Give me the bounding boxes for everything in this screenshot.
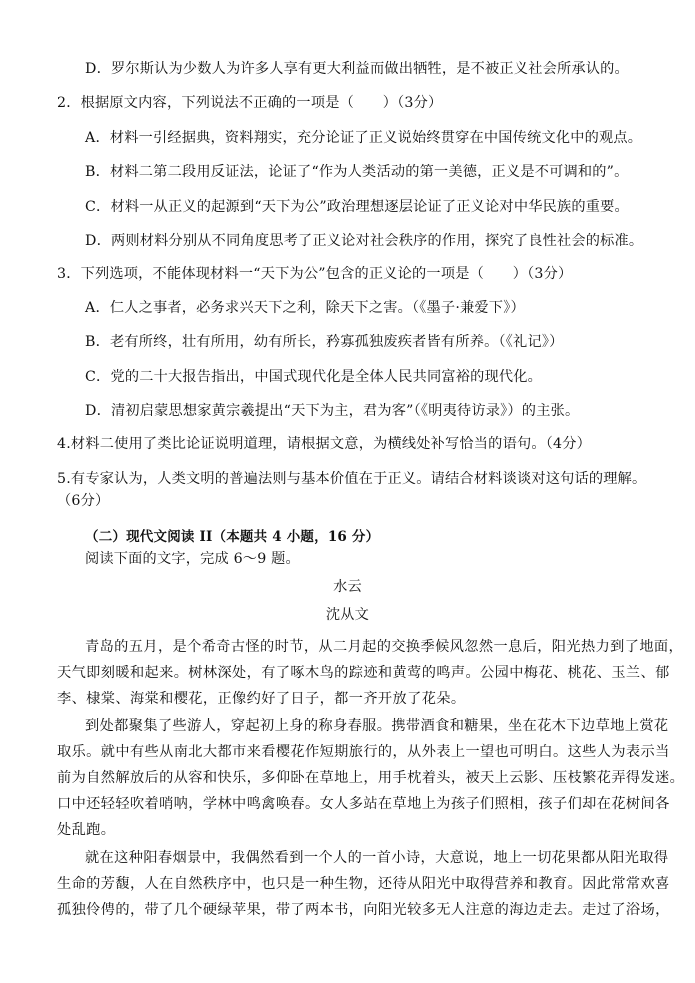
paragraph-line: 孤独伶俜的，带了几个硬绿苹果，带了两本书，向阳光较多无人注意的海边走去。走过了浴场，	[57, 902, 670, 918]
q1-option-d: D．罗尔斯认为少数人为许多人享有更大利益而做出牺牲，是不被正义社会所承认的。	[85, 61, 629, 77]
paragraph-line: 青岛的五月，是个希奇古怪的时节，从二月起的交换季候风忽然一息后，阳光热力到了地面，	[85, 639, 684, 655]
paragraph-line: 就在这种阳春烟景中，我偶然看到一个人的一首小诗，大意说，地上一切花果都从阳光取得	[85, 850, 669, 866]
q3-option-d: D．清初启蒙思想家黄宗羲提出“天下为主，君为客”（《明夷待访录》）的主张。	[85, 403, 580, 419]
paragraph-line: 取乐。就中有些从南北大都市来看樱花作短期旅行的，从外表上一望也可明白。这些人为表示当	[57, 744, 670, 760]
q2-option-c: C．材料一从正义的起源到“天下为公”政治理想逐层论证了正义论对中华民族的重要。	[85, 199, 629, 215]
q5-stem-line2: （6分）	[57, 493, 110, 509]
paragraph-line: 前为自然解放后的从容和快乐，多仰卧在草地上，用手枕着头，被天上云影、压枝繁花弄得发迷。	[57, 770, 685, 786]
paragraph-line: 到处都聚集了些游人，穿起初上身的称身春服。携带酒食和糖果，坐在花木下边草地上赏花	[85, 718, 669, 734]
q2-option-a: A．材料一引经据典，资料翔实，充分论证了正义说始终贯穿在中国传统文化中的观点。	[85, 130, 643, 146]
article-title: 水云	[333, 579, 362, 595]
paragraph-line: 处乱跑。	[57, 822, 116, 838]
paragraph-line: 天气即刻暖和起来。树林深处，有了啄木鸟的踪迹和黄莺的鸣声。公园中梅花、桃花、玉兰、郁	[57, 665, 670, 681]
section-heading: （二）现代文阅读 II（本题共 4 小题，16 分）	[85, 529, 380, 545]
q3-option-a: A．仁人之事者，必务求兴天下之利，除天下之害。（《墨子·兼爱下》）	[85, 300, 525, 316]
q4-stem: 4.材料二使用了类比论证说明道理，请根据文意，为横线处补写恰当的语句。（4分）	[57, 436, 592, 452]
article-paragraph-2	[57, 713, 685, 843]
q2-option-d: D．两则材料分别从不同角度思考了正义论对社会秩序的作用，探究了良性社会的标准。	[85, 233, 644, 249]
paragraph-line: 口中还轻轻吹着哨呐，学林中鸣禽唤春。女人多站在草地上为孩子们照相，孩子们却在花树间各	[57, 796, 670, 812]
section-instruction: 阅读下面的文字，完成 6～9 题。	[85, 551, 300, 567]
q5-stem-line1: 5.有专家认为，人类文明的普遍法则与基本价值在于正义。请结合材料谈谈对这句话的理解。	[57, 471, 647, 487]
article-paragraph-3	[57, 845, 670, 923]
article-paragraph-1	[57, 634, 684, 712]
paragraph-line: 生命的芳馥，人在自然秩序中，也只是一种生物，还待从阳光中取得营养和教育。因此常常欢喜	[57, 876, 670, 892]
q3-stem: 3．下列选项，不能体现材料一“天下为公”包含的正义论的一项是（ ）（3分）	[57, 266, 573, 282]
q3-option-c: C．党的二十大报告指出，中国式现代化是全体人民共同富裕的现代化。	[85, 369, 543, 385]
paragraph-line: 李、棣棠、海棠和樱花，正像约好了日子，都一齐开放了花朵。	[57, 691, 466, 707]
q2-stem: 2．根据原文内容，下列说法不正确的一项是（ ）（3分）	[57, 95, 443, 111]
q2-option-b: B．材料二第二段用反证法，论证了“作为人类活动的第一美德，正义是不可调和的”。	[85, 164, 629, 180]
q3-option-b: B．老有所终，壮有所用，幼有所长，矜寡孤独废疾者皆有所养。（《礼记》）	[85, 334, 564, 350]
article-author: 沈从文	[325, 607, 370, 623]
